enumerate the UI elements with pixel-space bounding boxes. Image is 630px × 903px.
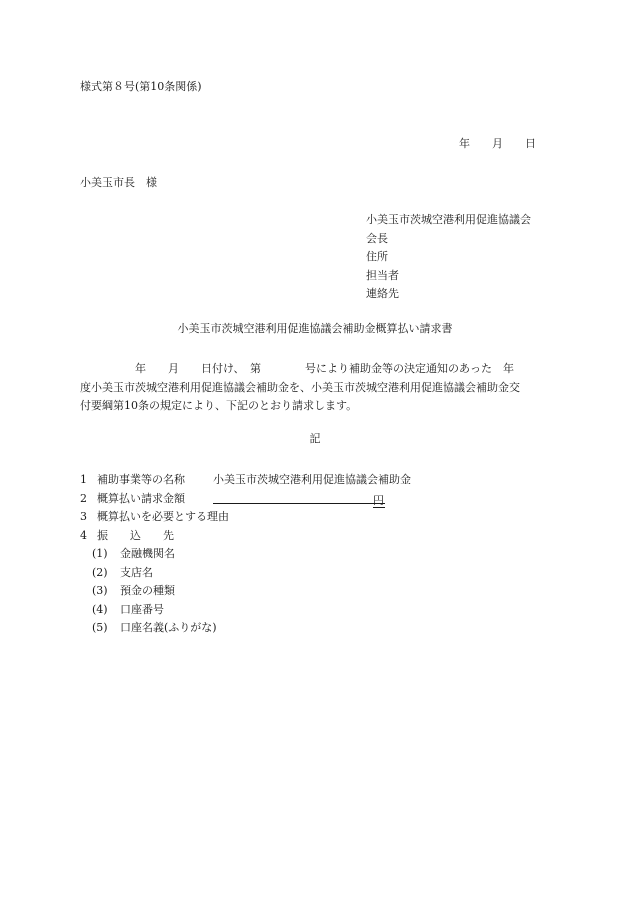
date-year: 年 [459, 137, 470, 150]
sender-organization: 小美玉市茨城空港利用促進協議会 [366, 213, 531, 226]
body-line-3: 付要綱第10条の規定により、下記のとおり請求します。 [80, 399, 358, 412]
item-value: 小美玉市茨城空港利用促進協議会補助金 [213, 473, 411, 486]
sender-person-in-charge: 担当者 [366, 268, 399, 282]
item-number: 4 [80, 528, 87, 542]
amount-field [213, 490, 385, 504]
date-day: 日 [525, 137, 536, 150]
ki-heading: 記 [309, 432, 321, 445]
sender-block [366, 211, 531, 304]
sub-item-row [92, 545, 411, 564]
item-number: 1 [80, 473, 87, 486]
item-row [80, 490, 411, 509]
sub-item-number: (2) [92, 565, 108, 579]
sub-item-number: (1) [92, 547, 108, 560]
amount-unit: 円 [373, 493, 384, 507]
item-label: 補助事業等の名称 [97, 473, 185, 486]
body-line-2: 度小美玉市茨城空港利用促進協議会補助金を、小美玉市茨城空港利用促進協議会補助金交 [80, 380, 520, 394]
item-row [80, 508, 411, 527]
items-list [80, 471, 411, 638]
item-row [80, 471, 411, 490]
sub-item-number: (5) [92, 621, 108, 634]
date-line [459, 138, 536, 149]
sub-item-label: 支店名 [120, 565, 153, 579]
sender-contact: 連絡先 [366, 287, 399, 300]
sub-item-label: 口座番号 [120, 602, 164, 616]
sub-item-number: (3) [92, 584, 108, 597]
addressee: 小美玉市長 様 [80, 176, 157, 189]
item-label: 概算払い請求金額 [97, 491, 185, 505]
sub-item-label: 預金の種類 [120, 584, 175, 597]
sub-item-row [92, 619, 411, 638]
body-paragraph [80, 360, 520, 416]
form-number: 様式第８号(第10条関係) [80, 80, 202, 93]
sender-address: 住所 [366, 250, 388, 263]
document-title: 小美玉市茨城空港利用促進協議会補助金概算払い請求書 [177, 322, 453, 335]
sender-chair: 会長 [366, 231, 388, 245]
item-number: 3 [80, 510, 87, 523]
sub-item-label: 金融機関名 [120, 547, 175, 560]
item-row [80, 527, 411, 546]
sub-item-number: (4) [92, 602, 108, 616]
sub-item-row [92, 601, 411, 620]
item-number: 2 [80, 491, 87, 505]
sub-item-row [92, 564, 411, 583]
sub-item-label: 口座名義(ふりがな) [120, 621, 217, 634]
date-month: 月 [492, 137, 503, 150]
item-label: 概算払いを必要とする理由 [97, 510, 229, 523]
sub-item-row [92, 582, 411, 601]
item-label: 振 込 先 [97, 528, 174, 542]
body-line-1: 年 月 日付け、 第 号により補助金等の決定通知のあった 年 [80, 362, 514, 375]
bank-sub-items [80, 545, 411, 638]
